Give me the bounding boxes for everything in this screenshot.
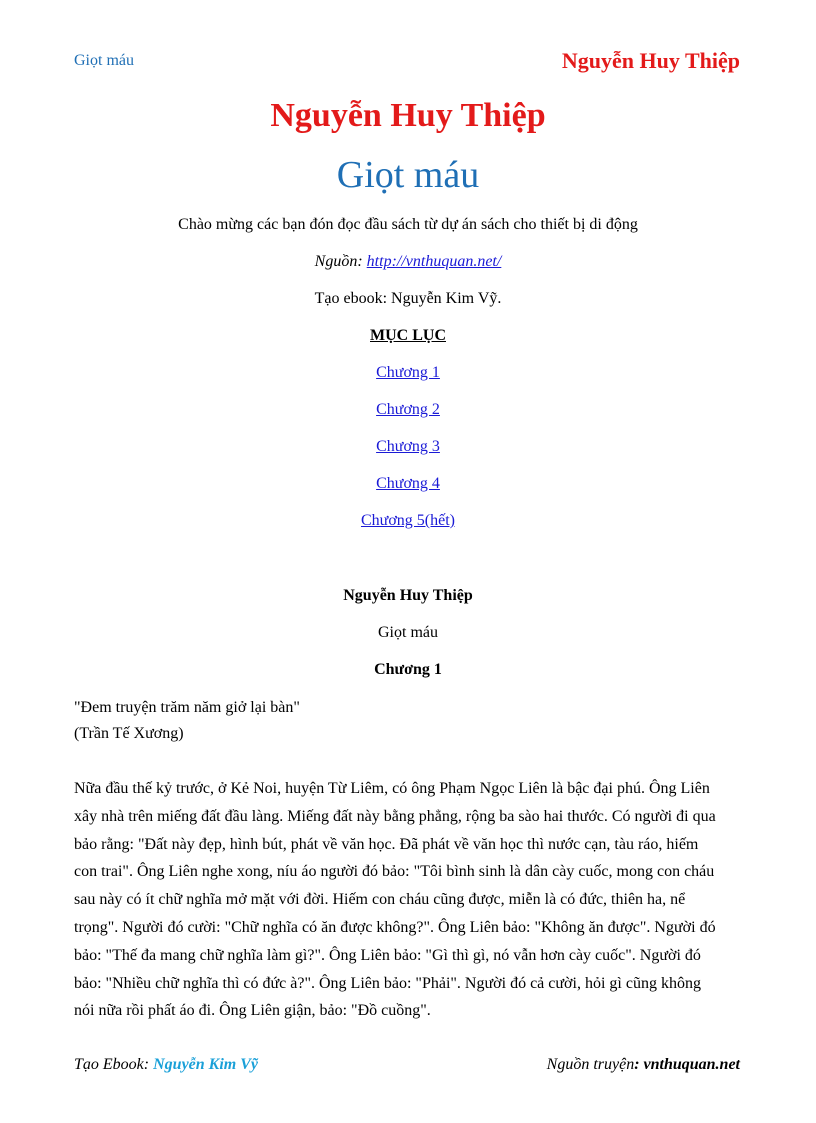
footer-left-sep: : — [143, 1056, 154, 1073]
toc-row — [0, 512, 816, 530]
paragraph-line: bảo: "Nhiều chữ nghĩa thì có đức à?". Ông Liên bảo: "Phải". Người đó cả cười, hỏi gì cũng không — [74, 974, 701, 992]
paragraph-line: con trai". Ông Liên nghe xong, níu áo người đó bảo: "Tôi bình sinh là dân cày cuốc, mong con cháu — [74, 863, 715, 881]
toc-row — [0, 475, 816, 493]
paragraph-line: bảo: "Thế đa mang chữ nghĩa làm gì?". Ông Liên bảo: "Gì thì gì, nó vẫn hơn cày cuốc". Người đó — [74, 946, 701, 964]
paragraph-line: xây nhà trên miếng đất đầu làng. Miếng đất này bằng phẳng, rộng ba sào hai thước. Có người đi qua — [74, 807, 716, 825]
footer-right-label: Nguồn truyện — [546, 1056, 635, 1073]
paragraph-line: trọng". Người đó cười: "Chữ nghĩa có ăn được không?". Ông Liên bảo: "Không ăn được". Người đó — [74, 918, 716, 936]
toc-link-chapter-4[interactable]: Chương 4 — [376, 475, 440, 492]
ebook-credit: Tạo ebook: Nguyễn Kim Vỹ. — [314, 290, 502, 307]
paragraph-line: nói nữa rồi phất áo đi. Ông Liên giận, bảo: "Đồ cuồng". — [74, 1002, 431, 1020]
epigraph — [74, 695, 300, 747]
epigraph-attribution: (Trần Tế Xương) — [74, 725, 184, 742]
chapter-paragraph — [74, 775, 742, 1025]
header-book-title: Giọt máu — [74, 52, 134, 69]
footer-ebook-credit — [74, 1056, 258, 1074]
book-author: Nguyễn Huy Thiệp — [270, 97, 546, 134]
footer-source — [547, 1056, 740, 1074]
paragraph-line: bảo rằng: "Đất này đẹp, hình bút, phát về văn học. Đã phát về văn học thì nước cạn, tàu ráo, hiếm — [74, 835, 699, 853]
toc-link-chapter-5[interactable]: Chương 5(hết) — [360, 512, 455, 529]
paragraph-line: Nữa đầu thế kỷ trước, ở Kẻ Noi, huyện Từ Liêm, có ông Phạm Ngọc Liên là bậc đại phú. Ông Liên — [74, 780, 710, 797]
welcome-text: Chào mừng các bạn đón đọc đầu sách từ dự án sách cho thiết bị di động — [178, 216, 638, 233]
toc-row — [0, 438, 816, 456]
source-link[interactable]: http://vnthuquan.net/ — [366, 253, 502, 270]
paragraph-line: sau này có ít chữ nghĩa mở mặt với đời. Hiếm con cháu cũng được, miễn là có đức, thiên ha, nể — [74, 891, 686, 909]
toc-row — [0, 401, 816, 419]
footer-left-label: Tạo Ebook — [74, 1056, 144, 1073]
chapter-book-title: Giọt máu — [378, 624, 438, 641]
chapter-heading: Chương 1 — [374, 661, 442, 678]
toc-link-chapter-1[interactable]: Chương 1 — [376, 364, 440, 381]
source-line — [0, 253, 816, 271]
toc — [0, 327, 816, 345]
epigraph-quote: "Đem truyện trăm năm giở lại bàn" — [74, 699, 300, 716]
source-label: Nguồn: — [314, 253, 367, 270]
toc-row — [0, 364, 816, 382]
header-author: Nguyễn Huy Thiệp — [561, 48, 740, 73]
footer-right-sep: : — [634, 1056, 644, 1073]
toc-heading: MỤC LỤC — [370, 327, 446, 344]
footer-source-site: vnthuquan.net — [643, 1056, 740, 1073]
toc-link-chapter-3[interactable]: Chương 3 — [376, 438, 440, 455]
book-title: Giọt máu — [336, 154, 480, 196]
chapter-author: Nguyễn Huy Thiệp — [343, 587, 473, 604]
footer-creator-name: Nguyễn Kim Vỹ — [153, 1056, 258, 1073]
toc-link-chapter-2[interactable]: Chương 2 — [376, 401, 440, 418]
